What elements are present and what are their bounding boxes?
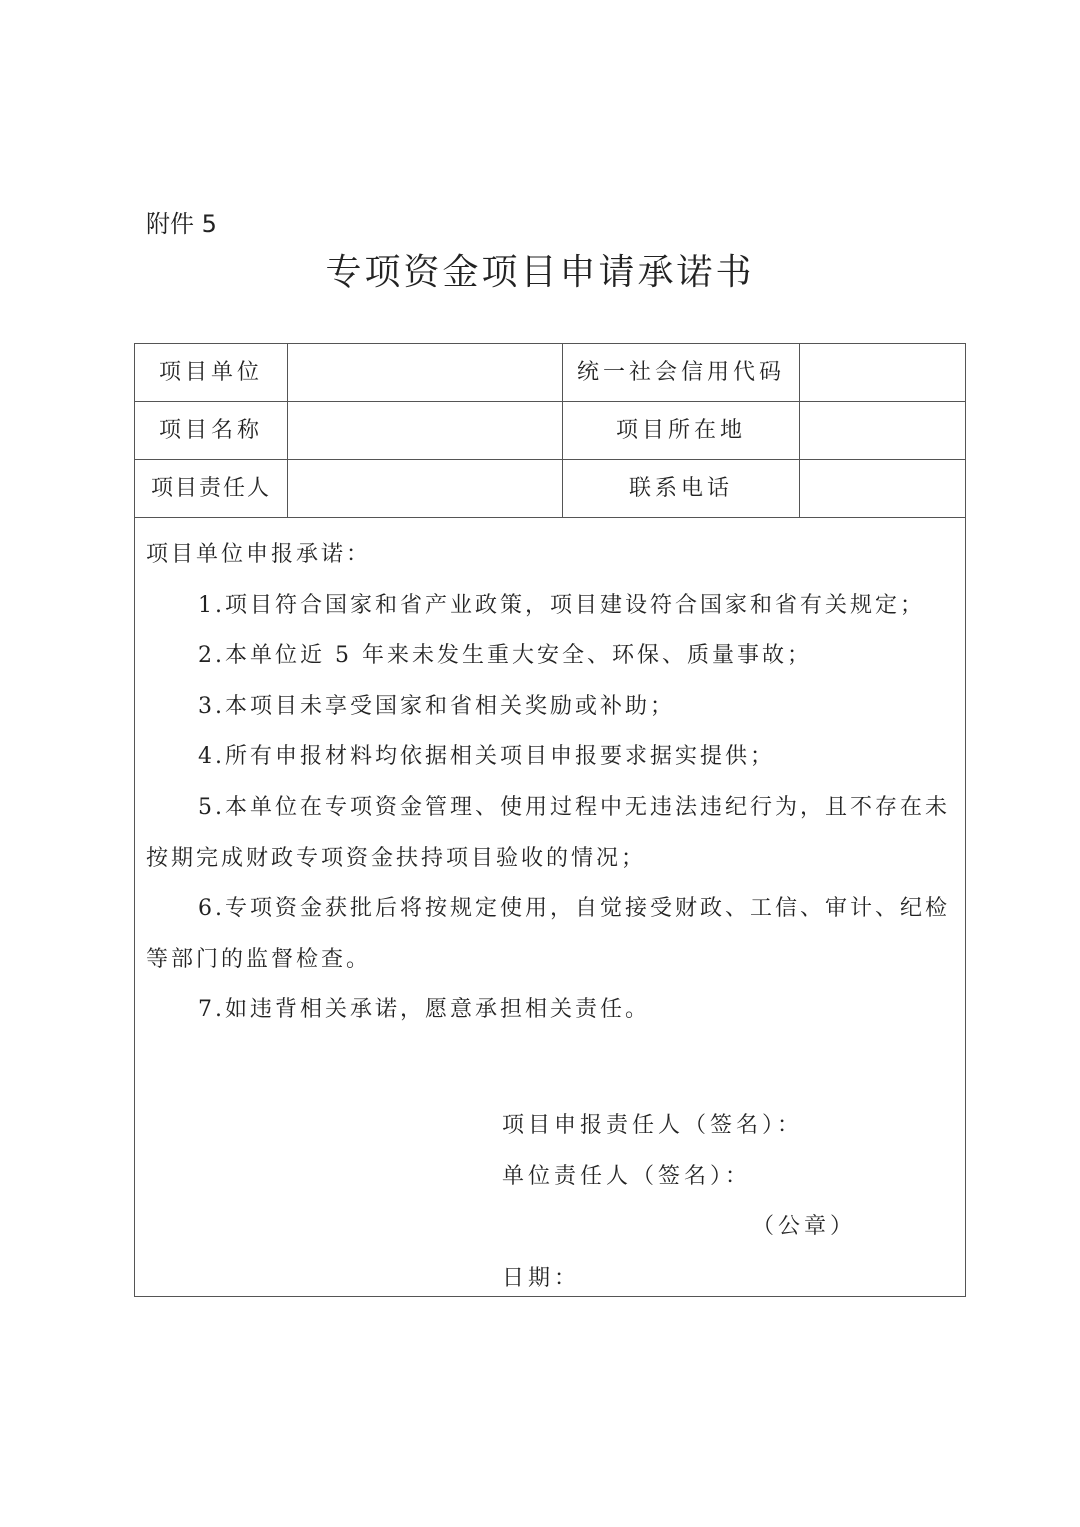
- label-project-location: 项目所在地: [615, 418, 746, 443]
- project-name-field[interactable]: [288, 402, 562, 460]
- seal-label: （公章）: [752, 1214, 857, 1239]
- commitment-item: 2.本单位近 5 年来未发生重大安全、环保、质量事故；: [198, 643, 812, 669]
- label-credit-code: 统一社会信用代码: [576, 360, 785, 385]
- commitment-heading: 项目单位申报承诺：: [146, 542, 372, 567]
- project-unit-field[interactable]: [288, 344, 562, 402]
- commitment-item: 3.本项目未享受国家和省相关奖励或补助；: [198, 693, 675, 719]
- attachment-label: 附件 5: [146, 210, 217, 238]
- date-label: 日期：: [502, 1266, 581, 1291]
- commitment-item: 1.项目符合国家和省产业政策，项目建设符合国家和省有关规定；: [198, 592, 925, 618]
- document-title: 专项资金项目申请承诺书: [325, 252, 755, 293]
- commitment-section: [146, 530, 958, 1036]
- contact-phone-field[interactable]: [800, 460, 965, 518]
- label-project-name: 项目名称: [158, 418, 263, 443]
- project-leader-field[interactable]: [288, 460, 562, 518]
- commitment-item: 6.专项资金获批后将按规定使用，自觉接受财政、工信、审计、纪检等部门的监督检查。: [146, 896, 950, 972]
- credit-code-field[interactable]: [800, 344, 965, 402]
- unit-signature-label: 单位责任人（签名）：: [502, 1164, 752, 1189]
- label-contact-phone: 联系电话: [628, 476, 733, 501]
- applicant-signature-label: 项目申报责任人（签名）：: [502, 1113, 804, 1138]
- project-location-field[interactable]: [800, 402, 965, 460]
- commitment-item: 4.所有申报材料均依据相关项目申报要求据实提供；: [198, 744, 775, 770]
- label-project-unit: 项目单位: [158, 360, 263, 385]
- commitment-item: 7.如违背相关承诺，愿意承担相关责任。: [198, 997, 650, 1023]
- label-project-leader: 项目责任人: [150, 476, 271, 501]
- commitment-item: 5.本单位在专项资金管理、使用过程中无违法违纪行为，且不存在未按期完成财政专项资金扶持项目验收的情况；: [146, 794, 950, 871]
